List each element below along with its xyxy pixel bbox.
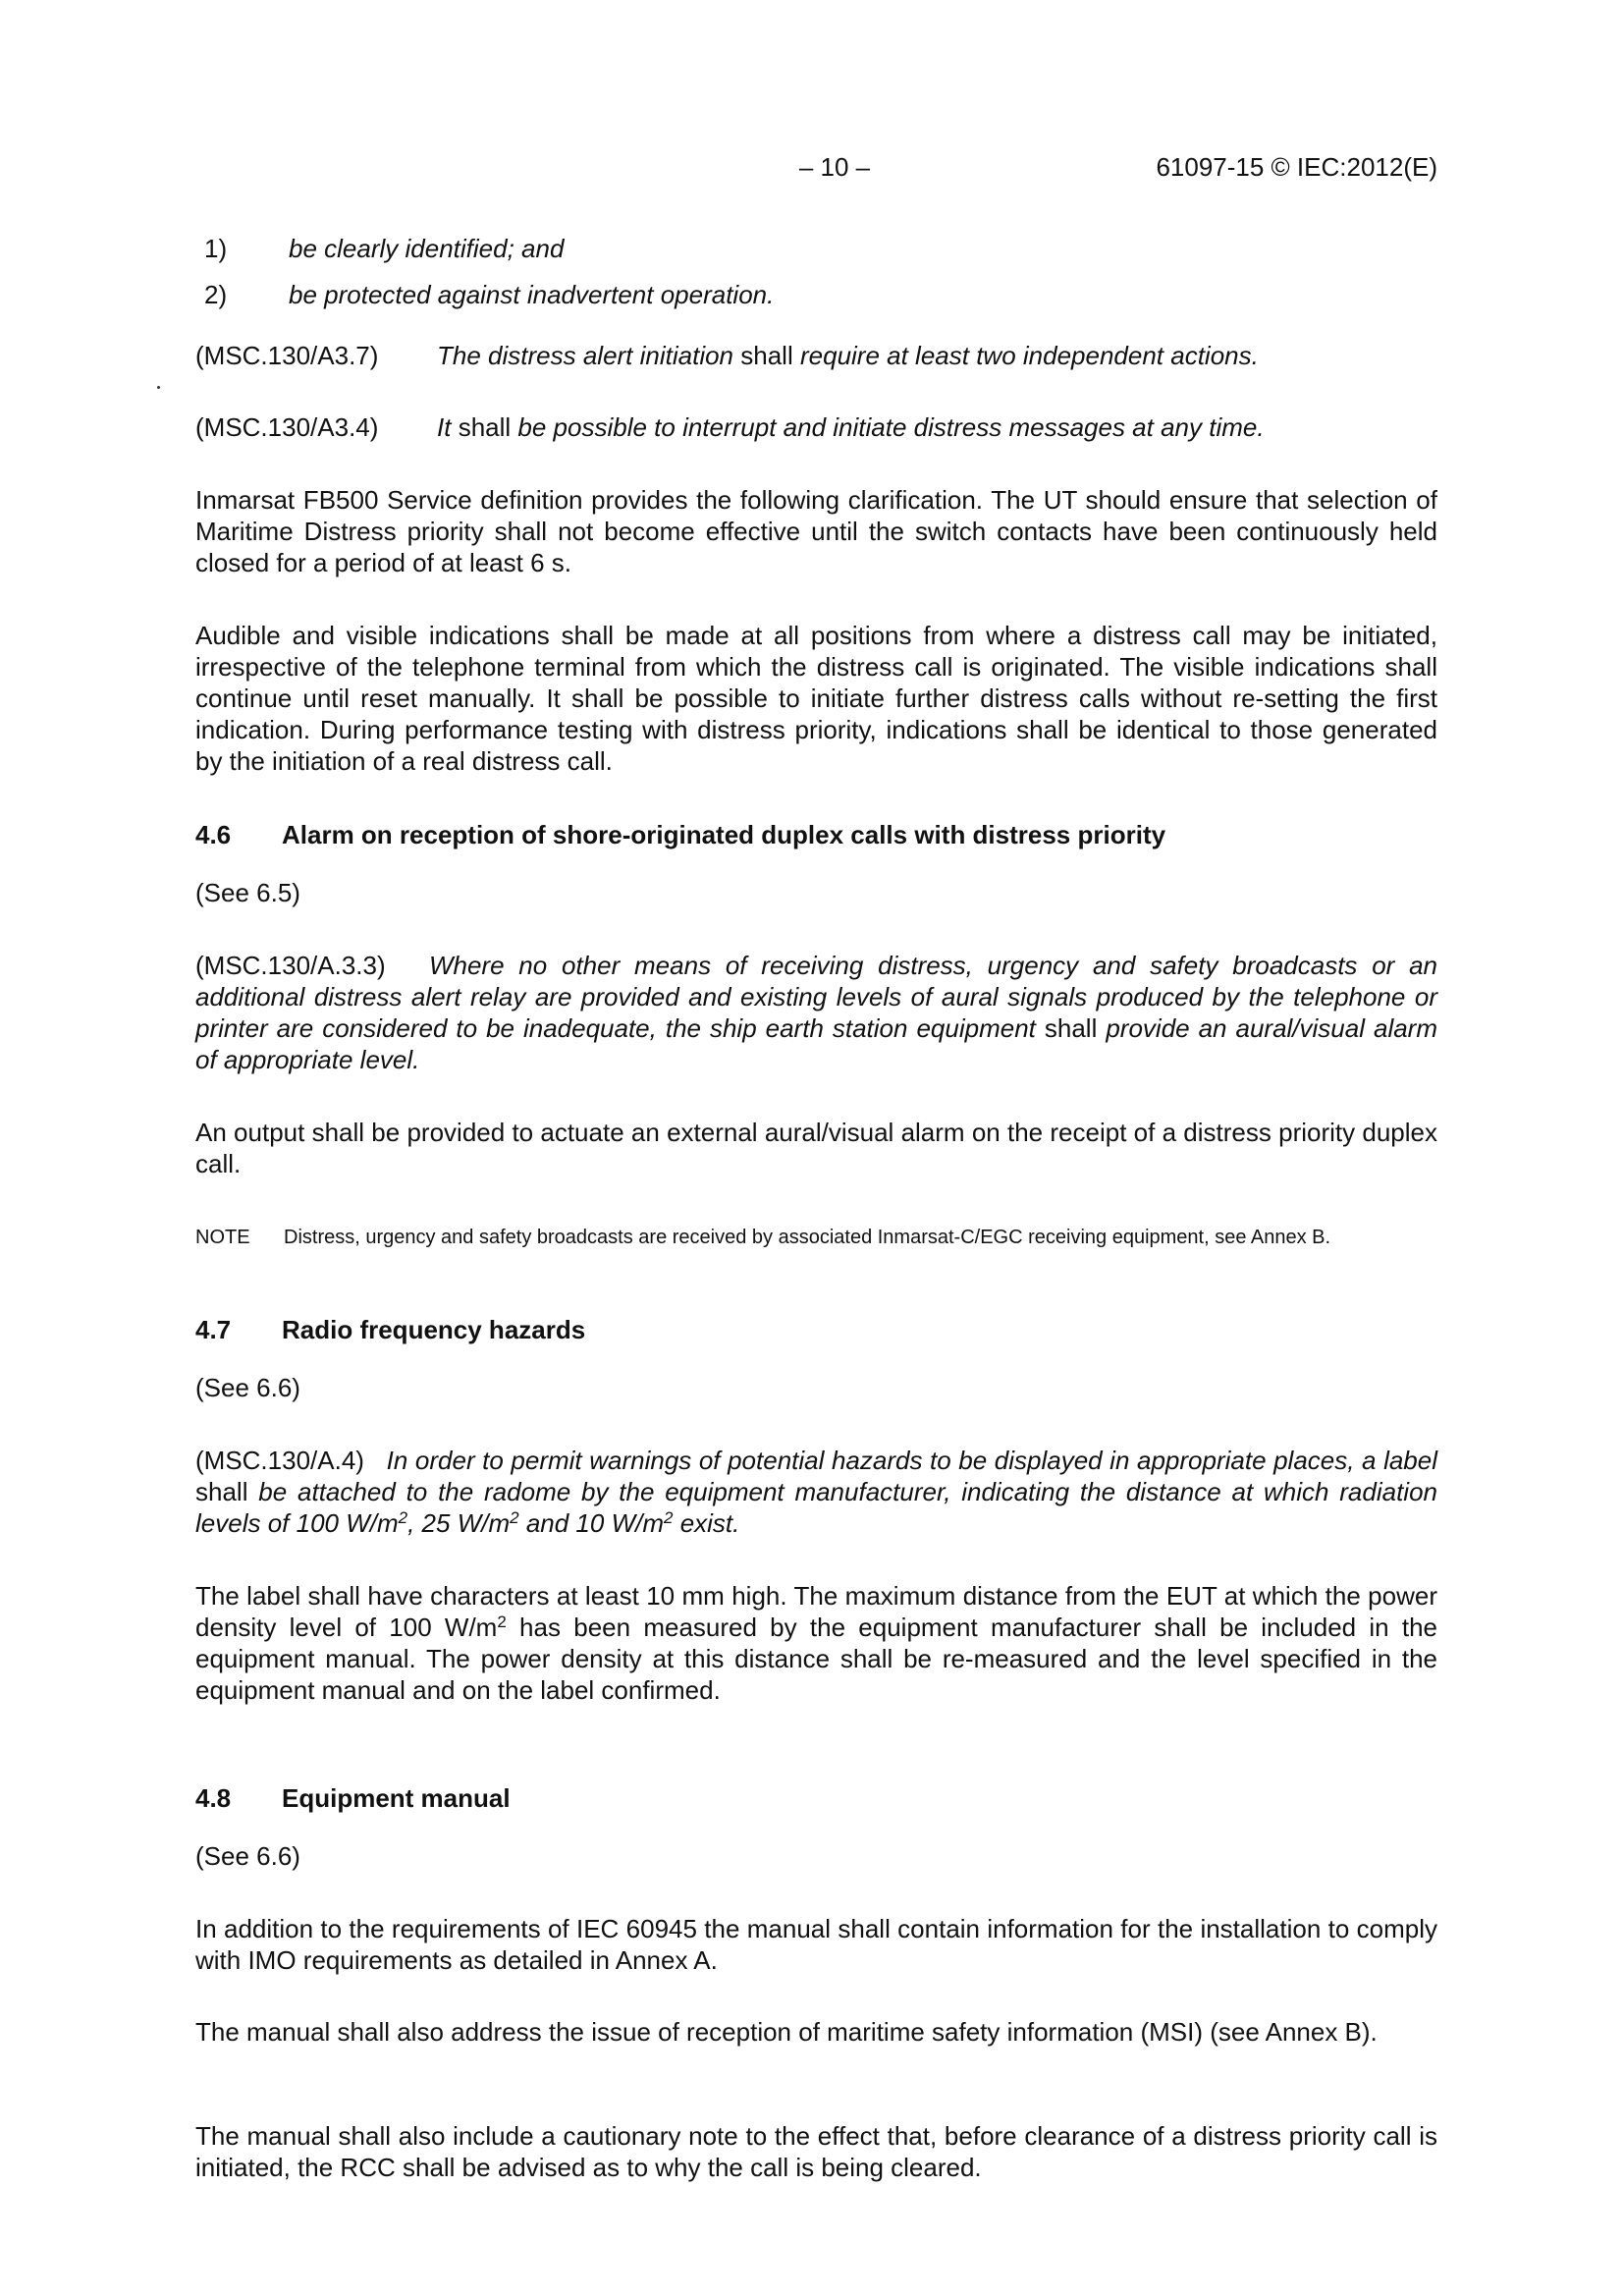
- msc-reference: (MSC.130/A.3.3): [195, 951, 386, 980]
- paragraph-label-requirements: The label shall have characters at least 10 mm high. The maximum distance from the EUT at which the power density level of 100 $W/m^2$ has been measured by the equipment manufacturer shall be included in the equipment manual. The power density at this distance shall be re-measured and the level specified in the equipment manual and on the label confirmed.: [195, 1581, 1438, 1705]
- section-title: Radio frequency hazards: [282, 1315, 586, 1344]
- list-item: [204, 233, 564, 264]
- page-number: – 10 –: [798, 152, 871, 182]
- see-reference: (See 6.6): [195, 1841, 300, 1871]
- msc-a37-requirement: (MSC.130/A3.7) The distress alert initiation shall require at least two independent actions.: [195, 341, 1259, 370]
- paragraph-manual-msi: The manual shall also address the issue of reception of maritime safety information (MSI) (see Annex B).: [195, 2017, 1378, 2047]
- list-item-number: 2): [204, 280, 228, 309]
- paragraph-manual-cautionary-note: The manual shall also include a cautionary note to the effect that, before clearance of a distress priority call is initiated, the RCC shall be advised as to why the call is being cleared.: [195, 2121, 1437, 2182]
- list-item-text: be clearly identified; and: [289, 234, 565, 263]
- list-item-text: be protected against inadvertent operation.: [289, 280, 775, 309]
- paragraph-external-alarm-output: An output shall be provided to actuate an external aural/visual alarm on the receipt of a distress priority duplex call.: [195, 1118, 1437, 1178]
- msc-a34-requirement: (MSC.130/A3.4) It shall be possible to interrupt and initiate distress messages at any time.: [195, 412, 1265, 442]
- list-item: [204, 279, 774, 310]
- note-text: Distress, urgency and safety broadcasts are received by associated Inmarsat-C/EGC receiving equipment, see Annex B.: [284, 1227, 1331, 1248]
- section-heading-4-6: [195, 819, 1165, 850]
- paragraph-inmarsat-clarification: Inmarsat FB500 Service definition provides the following clarification. The UT should ensure that selection of Maritime Distress priority shall not become effective until the switch contacts have been continuously held closed for a period of at least 6 s.: [195, 485, 1437, 577]
- section-number: 4.6: [195, 820, 232, 849]
- paragraph-manual-installation-info: In addition to the requirements of IEC 60945 the manual shall contain information for the installation to comply with IMO requirements as detailed in Annex A.: [195, 1914, 1437, 1975]
- stray-mark: [157, 386, 160, 389]
- section-heading-4-7: [195, 1314, 585, 1345]
- document-reference: 61097-15 © IEC:2012(E): [1156, 152, 1437, 182]
- msc-a33-requirement: (MSC.130/A.3.3) Where no other means of receiving distress, urgency and safety broadcasts or an additional distress alert relay are provided and existing levels of aural signals produced by the telephone or printer are considered to be inadequate, the ship earth station equipment shall provide an aural/visual alarm of appropriate level.: [195, 951, 1437, 1074]
- section-title: Alarm on reception of shore-originated duplex calls with distress priority: [282, 820, 1166, 849]
- msc-reference: (MSC.130/A3.4): [195, 412, 379, 442]
- section-number: 4.8: [195, 1783, 232, 1813]
- msc-a4-requirement: (MSC.130/A.4) In order to permit warnings of potential hazards to be displayed in appropriate places, a label shall be attached to the radome by the equipment manufacturer, indicating the distance at which radiation levels of 100 $W/m^2$, 25 $W/m^2$ and 10 $W/m^2$ exist.: [195, 1446, 1437, 1538]
- see-reference: (See 6.6): [195, 1373, 300, 1402]
- section-number: 4.7: [195, 1315, 232, 1344]
- msc-reference: (MSC.130/A.4): [195, 1446, 364, 1475]
- see-reference: (See 6.5): [195, 878, 300, 907]
- note: [195, 1226, 1437, 1250]
- note-label: NOTE: [195, 1227, 250, 1248]
- msc-reference: (MSC.130/A3.7): [195, 341, 379, 370]
- list-item-number: 1): [204, 234, 228, 263]
- paragraph-audible-visible-indications: Audible and visible indications shall be made at all positions from where a distress call may be initiated, irrespective of the telephone terminal from which the distress call is originated. The visible indications shall continue until reset manually. It shall be possible to initiate further distress calls without re-setting the first indication. During performance testing with distress priority, indications shall be identical to those generated by the initiation of a real distress call.: [195, 621, 1437, 776]
- section-heading-4-8: [195, 1782, 511, 1814]
- section-title: Equipment manual: [282, 1783, 511, 1813]
